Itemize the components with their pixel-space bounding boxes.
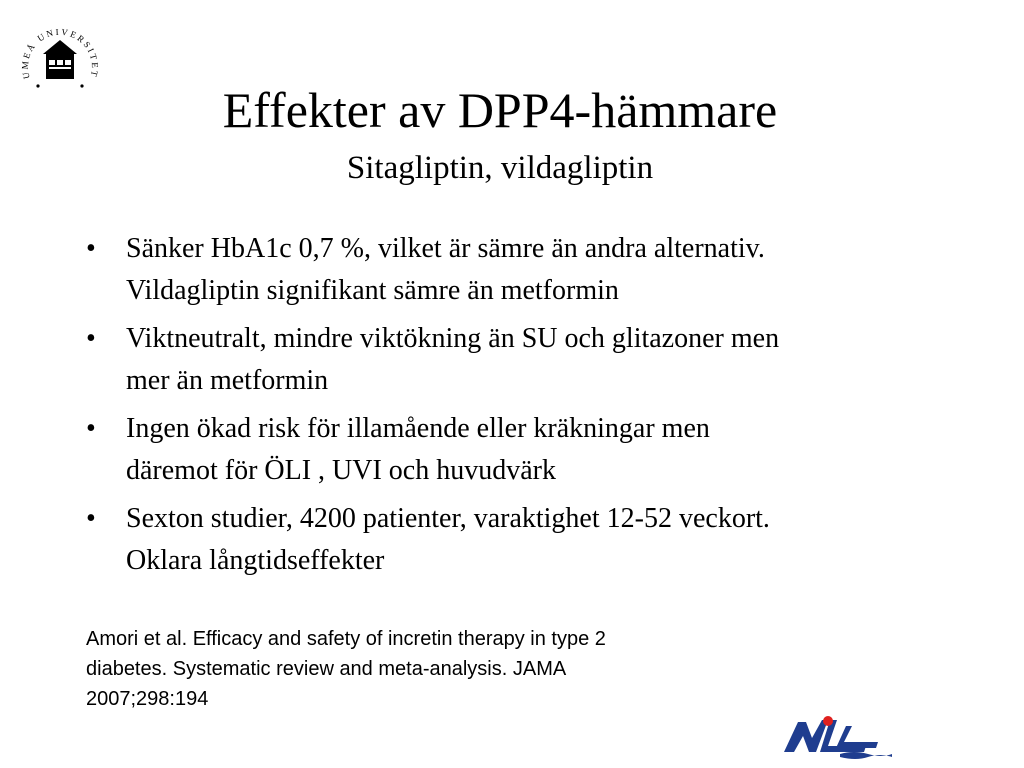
slide-subtitle: Sitagliptin, vildagliptin [346, 150, 654, 186]
svg-text:UMEÅ UNIVERSITET: UMEÅ UNIVERSITET [19, 26, 101, 80]
bullet-line: däremot för ÖLI , UVI och huvudvärk [126, 455, 556, 486]
slide-title: Effekter av DPP4-hämmare [222, 82, 778, 138]
nll-logo [782, 712, 894, 760]
bullet-marker: • [86, 503, 96, 534]
umea-universitet-logo [18, 20, 102, 104]
bullet-marker: • [86, 323, 96, 354]
bullet-line: Sexton studier, 4200 patienter, varaktighet 12-52 veckort. [126, 503, 770, 534]
reference-citation [86, 624, 806, 714]
bullet-item [86, 498, 936, 582]
bullet-item [86, 318, 936, 402]
bullet-list [86, 228, 936, 588]
bullet-line: Ingen ökad risk för illamående eller kräkningar men [126, 413, 710, 444]
reference-line: diabetes. Systematic review and meta-analysis. JAMA [86, 658, 567, 680]
bullet-marker: • [86, 233, 96, 264]
bullet-line: Vildagliptin signifikant sämre än metformin [126, 275, 619, 306]
bullet-item [86, 408, 936, 492]
bullet-line: Oklara långtidseffekter [126, 545, 385, 576]
reference-line: Amori et al. Efficacy and safety of incretin therapy in type 2 [86, 628, 606, 650]
bullet-line: mer än metformin [126, 365, 329, 396]
bullet-item [86, 228, 936, 312]
bullet-line: Viktneutralt, mindre viktökning än SU och glitazoner men [126, 323, 780, 354]
bullet-line: Sänker HbA1c 0,7 %, vilket är sämre än andra alternativ. [126, 233, 765, 264]
reference-line: 2007;298:194 [86, 688, 209, 710]
bullet-marker: • [86, 413, 96, 444]
